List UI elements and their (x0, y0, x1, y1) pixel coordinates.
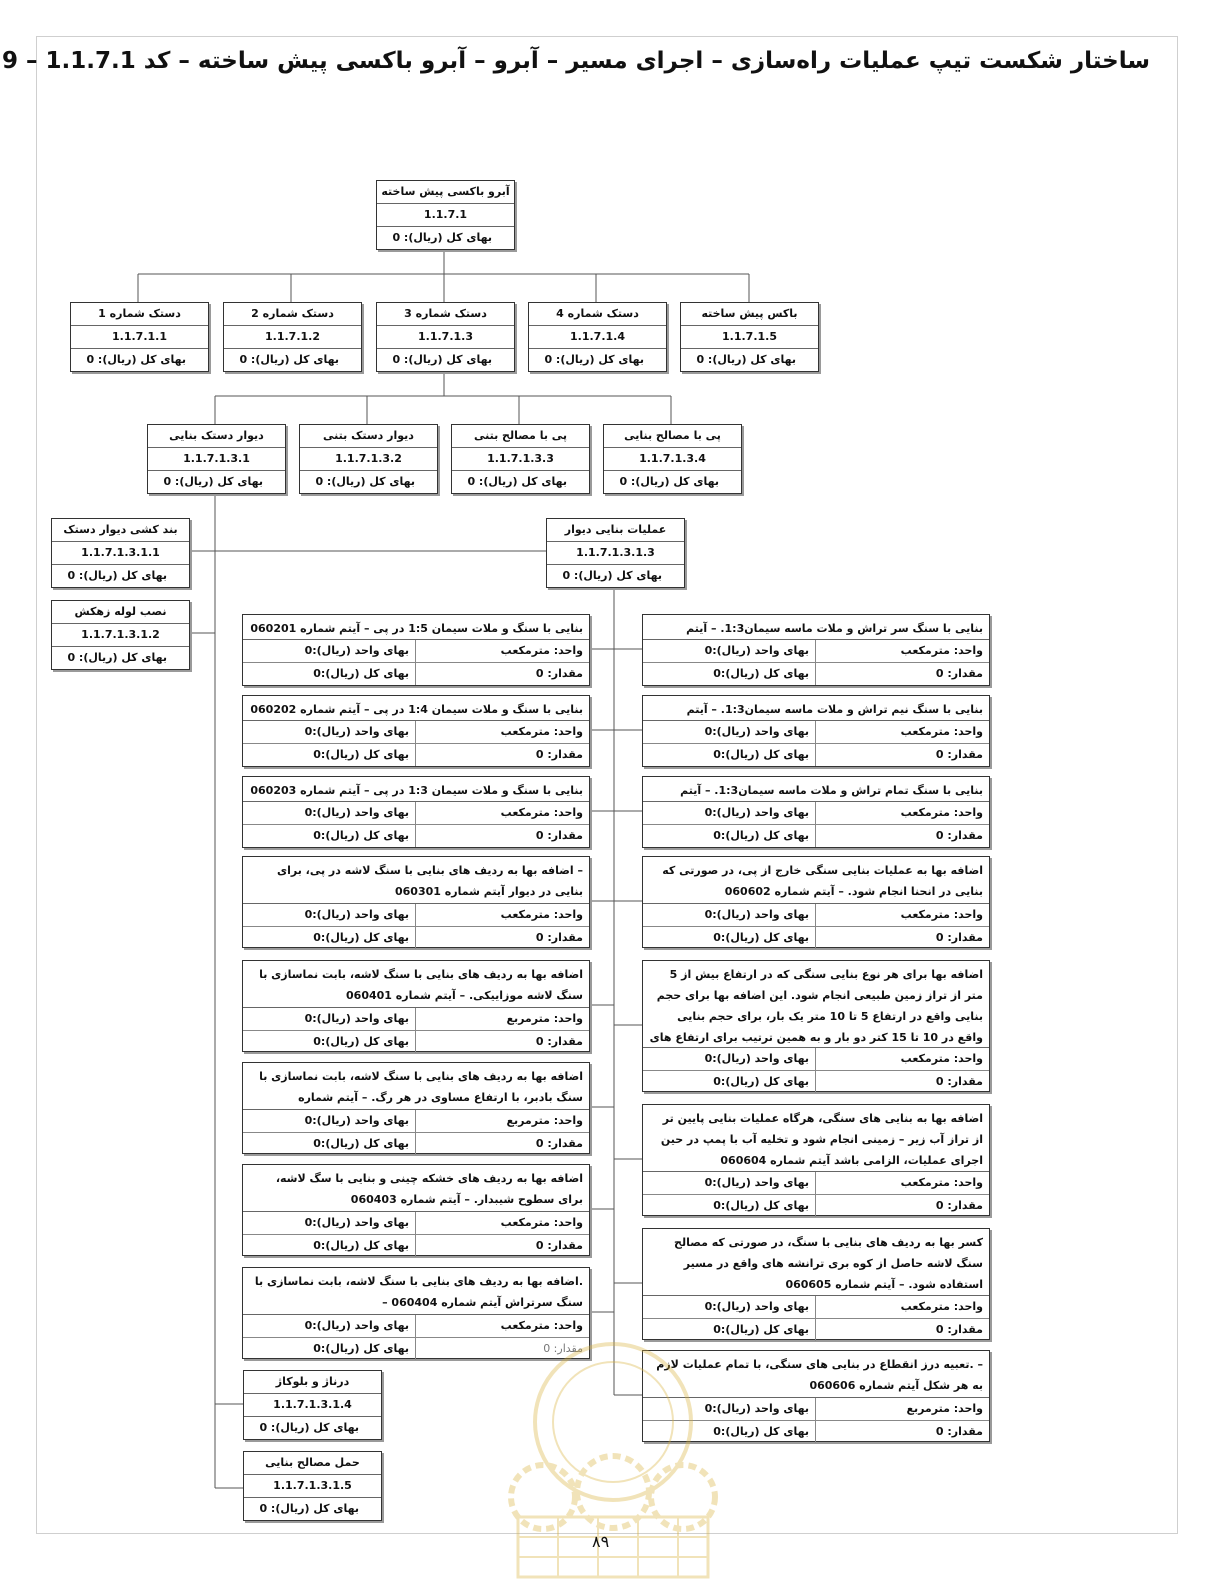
wbs-node[interactable] (376, 180, 515, 250)
work-item[interactable] (642, 960, 990, 1092)
item-description: کسر بها به ردیف های بنایی با سنگ، در صورتی که مصالح سنگ لاشه حاصل از کوه بری ترانشه های واقع در مسیر استفاده شود. – آیتم شماره 060605 (643, 1229, 989, 1296)
node-code: 1.1.7.1.2 (224, 326, 361, 349)
wbs-node[interactable] (147, 424, 286, 494)
item-unit-price: بهای واحد (ریال):0 (243, 1110, 415, 1133)
item-quantity: مقدار: 0 (815, 1421, 989, 1443)
item-description: اضافه بها به ردیف های بنایی با سنگ لاشه، بابت نماسازی با سنگ بادبر، با ارتفاع مساوی در هر رگ. – آیتم شماره (243, 1063, 589, 1110)
work-item[interactable] (642, 1104, 990, 1216)
node-code: 1.1.7.1.3.2 (300, 448, 437, 471)
item-unit: واحد: مترمکعب (815, 1172, 989, 1195)
wbs-node[interactable] (243, 1451, 382, 1521)
node-code: 1.1.7.1.5 (681, 326, 818, 349)
item-unit-price: بهای واحد (ریال):0 (243, 640, 415, 663)
item-unit: واحد: مترمکعب (415, 1212, 589, 1235)
work-item[interactable] (242, 695, 590, 767)
wbs-node[interactable] (680, 302, 819, 372)
item-unit-price: بهای واحد (ریال):0 (643, 1048, 815, 1071)
item-quantity: مقدار: 0 (415, 1031, 589, 1053)
item-total-cost: بهای کل (ریال):0 (313, 931, 409, 944)
node-total-cost: بهای کل (ریال): 0 (315, 475, 415, 488)
item-values (243, 1008, 589, 1053)
item-unit-price: بهای واحد (ریال):0 (243, 1315, 415, 1338)
item-values (243, 904, 589, 949)
wbs-node[interactable] (546, 518, 685, 588)
item-description: اضافه بها به ردیف های خشکه چینی و بنایی با سگ لاشه، برای سطوح شیبدار. – آیتم شماره 060403 (243, 1165, 589, 1212)
node-total-cost: بهای کل (ریال): 0 (239, 353, 339, 366)
item-unit: واحد: مترمکعب (815, 1296, 989, 1319)
node-total-cost: بهای کل (ریال): 0 (696, 353, 796, 366)
item-quantity: مقدار: 0 (815, 825, 989, 847)
item-total-cost: بهای کل (ریال):0 (713, 748, 809, 761)
page-number: ۸۹ (592, 1532, 610, 1551)
item-values (243, 1212, 589, 1257)
wbs-node[interactable] (51, 518, 190, 588)
wbs-node[interactable] (51, 600, 190, 670)
node-total-cost: بهای کل (ریال): 0 (163, 475, 263, 488)
item-unit-price: بهای واحد (ریال):0 (643, 802, 815, 825)
item-description: بنایی با سنگ تمام تراش و ملات ماسه سیمان1:3. – آیتم (643, 777, 989, 802)
item-total-cost: بهای کل (ریال):0 (313, 829, 409, 842)
wbs-node[interactable] (376, 302, 515, 372)
work-item[interactable] (642, 1228, 990, 1340)
node-total-cost: بهای کل (ریال): 0 (392, 353, 492, 366)
item-values (243, 802, 589, 847)
item-total-cost: بهای کل (ریال):0 (313, 1342, 409, 1355)
item-unit-price: بهای واحد (ریال):0 (643, 640, 815, 663)
item-description: اضافه بها به ردیف های بنایی با سنگ لاشه، بابت نماسازی با سنگ لاشه موزاییکی. – آیتم شماره 060401 (243, 961, 589, 1008)
item-description: بنایی با سنگ نیم تراش و ملات ماسه سیمان1:3. – آیتم (643, 696, 989, 721)
work-item[interactable] (642, 856, 990, 948)
item-quantity: مقدار: 0 (415, 927, 589, 949)
item-description: .اضافه بها به ردیف های بنایی با سنگ لاشه، بابت نماسازی با سنگ سرتراش آیتم شماره 060404 – (243, 1268, 589, 1315)
work-item[interactable] (642, 776, 990, 848)
wbs-node[interactable] (299, 424, 438, 494)
item-quantity: مقدار: 0 (415, 663, 589, 685)
item-values (643, 802, 989, 847)
item-values (643, 640, 989, 685)
node-total-cost: بهای کل (ریال): 0 (67, 569, 167, 582)
wbs-node[interactable] (603, 424, 742, 494)
item-total-cost: بهای کل (ریال):0 (713, 667, 809, 680)
node-total-cost: بهای کل (ریال): 0 (259, 1502, 359, 1515)
wbs-node[interactable] (243, 1370, 382, 1440)
node-total-cost: بهای کل (ریال): 0 (392, 231, 492, 244)
node-total-cost: بهای کل (ریال): 0 (86, 353, 186, 366)
work-item[interactable] (242, 1164, 590, 1256)
work-item[interactable] (242, 776, 590, 848)
wbs-node[interactable] (528, 302, 667, 372)
node-code: 1.1.7.1.3.1.2 (52, 624, 189, 647)
work-item[interactable] (242, 960, 590, 1052)
item-values (643, 1172, 989, 1217)
item-unit-price: بهای واحد (ریال):0 (243, 1008, 415, 1031)
item-total-cost: بهای کل (ریال):0 (713, 1425, 809, 1438)
item-values (243, 1110, 589, 1155)
work-item[interactable] (242, 614, 590, 686)
wbs-node[interactable] (451, 424, 590, 494)
node-total-cost: بهای کل (ریال): 0 (467, 475, 567, 488)
item-quantity: مقدار: 0 (415, 744, 589, 766)
wbs-node[interactable] (70, 302, 209, 372)
node-title: نصب لوله زهکش (52, 601, 189, 624)
node-code: 1.1.7.1.3.1.3 (547, 542, 684, 565)
item-total-cost: بهای کل (ریال):0 (713, 1199, 809, 1212)
item-values (243, 721, 589, 766)
item-description: بنایی با سنگ و ملات سیمان 1:5 در پی – آیتم شماره 060201 (243, 615, 589, 640)
node-code: 1.1.7.1.3.4 (604, 448, 741, 471)
item-unit-price: بهای واحد (ریال):0 (643, 1172, 815, 1195)
item-unit: واحد: مترمکعب (415, 1315, 589, 1338)
item-unit: واحد: مترمکعب (415, 802, 589, 825)
node-total-cost: بهای کل (ریال): 0 (562, 569, 662, 582)
node-title: باکس پیش ساخته (681, 303, 818, 326)
node-title: پی با مصالح بنایی (604, 425, 741, 448)
item-values (643, 721, 989, 766)
item-description: – .تعبیه درز انقطاع در بنایی های سنگی، با تمام عملیات لازم به هر شکل آیتم شماره 060606 (643, 1351, 989, 1398)
item-values (643, 1296, 989, 1341)
item-description: بنایی با سنگ و ملات سیمان 1:4 در پی – آیتم شماره 060202 (243, 696, 589, 721)
item-unit-price: بهای واحد (ریال):0 (643, 1398, 815, 1421)
item-description: اضافه بها به بنایی های سنگی، هرگاه عملیات بنایی پایین تر از تراز آب زیر – زمینی انجام شود و تخلیه آب با پمپ در حین اجرای عملیات، الزامی باشد آیتم شماره 060604 (643, 1105, 989, 1172)
item-unit-price: بهای واحد (ریال):0 (643, 721, 815, 744)
item-unit-price: بهای واحد (ریال):0 (243, 802, 415, 825)
item-description: اضافه بها به عملیات بنایی سنگی خارج از پی، در صورتی که بنایی در انحنا انجام شود. – آیتم شماره 060602 (643, 857, 989, 904)
node-title: پی با مصالح بتنی (452, 425, 589, 448)
item-description: بنایی با سنگ سر تراش و ملات ماسه سیمان1:3. – آیتم (643, 615, 989, 640)
item-unit: واحد: مترمکعب (415, 721, 589, 744)
node-title: بند کشی دیوار دستک (52, 519, 189, 542)
node-code: 1.1.7.1.3.1.5 (244, 1475, 381, 1498)
item-unit: واحد: مترمربع (815, 1398, 989, 1421)
node-total-cost: بهای کل (ریال): 0 (259, 1421, 359, 1434)
node-title: دیوار دستک بنایی (148, 425, 285, 448)
item-unit: واحد: مترمکعب (815, 802, 989, 825)
item-total-cost: بهای کل (ریال):0 (313, 748, 409, 761)
item-unit: واحد: مترمربع (415, 1008, 589, 1031)
item-unit: واحد: مترمکعب (815, 1048, 989, 1071)
node-title: آبرو باکسی پیش ساخته (377, 181, 514, 204)
node-code: 1.1.7.1.3 (377, 326, 514, 349)
item-unit-price: بهای واحد (ریال):0 (643, 904, 815, 927)
node-title: دستک شماره 1 (71, 303, 208, 326)
node-total-cost: بهای کل (ریال): 0 (544, 353, 644, 366)
node-title: دیوار دستک بتنی (300, 425, 437, 448)
item-total-cost: بهای کل (ریال):0 (713, 1323, 809, 1336)
node-title: حمل مصالح بنایی (244, 1452, 381, 1475)
item-quantity: مقدار: 0 (815, 744, 989, 766)
item-quantity: مقدار: 0 (415, 825, 589, 847)
item-total-cost: بهای کل (ریال):0 (713, 1075, 809, 1088)
item-quantity: مقدار: 0 (815, 663, 989, 685)
item-unit-price: بهای واحد (ریال):0 (243, 904, 415, 927)
item-total-cost: بهای کل (ریال):0 (713, 829, 809, 842)
item-quantity: مقدار: 0 (415, 1133, 589, 1155)
work-item[interactable] (642, 614, 990, 686)
work-item[interactable] (242, 856, 590, 948)
item-values (643, 904, 989, 949)
item-unit: واحد: مترمکعب (415, 640, 589, 663)
item-unit: واحد: مترمکعب (815, 721, 989, 744)
node-title: دستک شماره 4 (529, 303, 666, 326)
item-quantity: مقدار: 0 (815, 1071, 989, 1093)
item-unit: واحد: مترمربع (415, 1110, 589, 1133)
item-description: اضافه بها برای هر نوع بنایی سنگی که در ارتفاع بیش از 5 متر از تراز زمین طبیعی انجام شود. این اضافه بها برای حجم بنایی واقع در ارتفاع 5 تا 10 متر یک بار، برای حجم بنایی واقع در 10 تا 15 کتر دو بار و به همین ترتیب برای ارتفاع های (643, 961, 989, 1048)
item-description: – اضافه بها به ردیف های بنایی با سنگ لاشه در پی، برای بنایی در دیوار آیتم شماره 060301 (243, 857, 589, 904)
item-quantity: مقدار: 0 (815, 1319, 989, 1341)
node-code: 1.1.7.1.3.1 (148, 448, 285, 471)
node-code: 1.1.7.1 (377, 204, 514, 227)
item-values (243, 640, 589, 685)
node-title: دستک شماره 2 (224, 303, 361, 326)
item-description: بنایی با سنگ و ملات سیمان 1:3 در پی – آیتم شماره 060203 (243, 777, 589, 802)
work-item[interactable] (642, 695, 990, 767)
item-total-cost: بهای کل (ریال):0 (313, 1239, 409, 1252)
logo-watermark (498, 1342, 728, 1586)
item-unit-price: بهای واحد (ریال):0 (243, 1212, 415, 1235)
node-total-cost: بهای کل (ریال): 0 (67, 651, 167, 664)
page-title: ساختار شکست تیپ عملیات راه‌سازی – اجرای مسیر – آبرو – آبرو باکسی پیش ساخته – کد 1.1.7.1 – 9 (1, 48, 1150, 74)
item-unit-price: بهای واحد (ریال):0 (243, 721, 415, 744)
node-total-cost: بهای کل (ریال): 0 (619, 475, 719, 488)
item-total-cost: بهای کل (ریال):0 (313, 1137, 409, 1150)
item-total-cost: بهای کل (ریال):0 (313, 667, 409, 680)
node-code: 1.1.7.1.3.1.1 (52, 542, 189, 565)
item-values (643, 1048, 989, 1093)
item-unit: واحد: مترمکعب (415, 904, 589, 927)
item-quantity: مقدار: 0 (415, 1338, 589, 1360)
item-total-cost: بهای کل (ریال):0 (313, 1035, 409, 1048)
node-code: 1.1.7.1.1 (71, 326, 208, 349)
node-code: 1.1.7.1.4 (529, 326, 666, 349)
item-unit-price: بهای واحد (ریال):0 (643, 1296, 815, 1319)
node-title: درناژ و بلوکاژ (244, 1371, 381, 1394)
node-title: عملیات بنایی دیوار (547, 519, 684, 542)
item-quantity: مقدار: 0 (815, 1195, 989, 1217)
work-item[interactable] (242, 1062, 590, 1154)
node-code: 1.1.7.1.3.3 (452, 448, 589, 471)
item-unit: واحد: مترمکعب (815, 640, 989, 663)
item-quantity: مقدار: 0 (415, 1235, 589, 1257)
wbs-node[interactable] (223, 302, 362, 372)
node-title: دستک شماره 3 (377, 303, 514, 326)
item-unit: واحد: مترمکعب (815, 904, 989, 927)
item-quantity: مقدار: 0 (815, 927, 989, 949)
item-total-cost: بهای کل (ریال):0 (713, 931, 809, 944)
node-code: 1.1.7.1.3.1.4 (244, 1394, 381, 1417)
